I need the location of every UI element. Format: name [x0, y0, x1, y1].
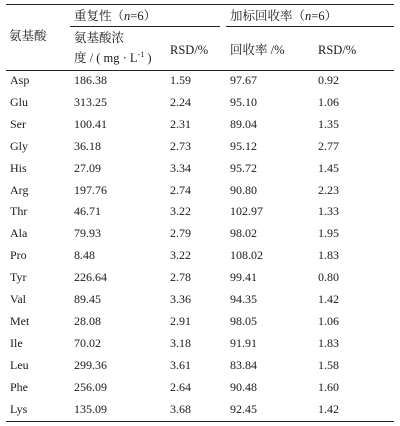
recovery-cell: 95.72	[230, 160, 257, 175]
rsd-recovery-cell: 1.42	[318, 292, 339, 306]
recovery-cell: 91.91	[230, 335, 257, 350]
recovery-cell: 94.35	[230, 292, 257, 306]
column-header-concentration-line2	[74, 49, 152, 65]
rsd-recovery-cell: 0.80	[318, 270, 339, 285]
rsd-recovery-cell: 1.35	[318, 116, 339, 131]
column-header-recovery: 回收率 /%	[230, 43, 285, 57]
concentration-cell: 313.25	[74, 94, 107, 109]
group2-prefix: 加标回收率（	[230, 9, 306, 23]
rsd-recovery-cell: 1.95	[318, 226, 339, 241]
group-header-repeatability	[74, 10, 156, 23]
recovery-cell: 83.84	[230, 357, 257, 372]
amino-acid-cell: Phe	[10, 379, 28, 394]
group1-suffix: =6）	[130, 9, 157, 23]
group2-n: n	[305, 9, 312, 23]
rsd-repeatability-cell: 3.34	[170, 160, 191, 175]
rsd-repeatability-cell: 2.78	[170, 270, 191, 285]
column-header-rsd-repeatability: RSD/%	[170, 43, 209, 57]
amino-acid-cell: Ala	[10, 226, 28, 241]
amino-acid-cell: Gly	[10, 138, 28, 153]
concentration-cell: 8.48	[74, 248, 95, 263]
group1-n: n	[124, 9, 131, 23]
concentration-cell: 197.76	[74, 182, 107, 197]
rsd-repeatability-cell: 2.91	[170, 313, 191, 328]
rsd-recovery-cell: 2.23	[318, 182, 339, 197]
concentration-cell: 100.41	[74, 116, 107, 131]
group-underline-recovery	[226, 26, 394, 27]
column-header-rsd-recovery: RSD/%	[318, 43, 357, 57]
concentration-cell: 299.36	[74, 357, 107, 372]
rsd-recovery-cell: 1.45	[318, 160, 339, 175]
concentration-cell: 226.64	[74, 270, 107, 285]
group1-prefix: 重复性（	[74, 9, 125, 23]
amino-acid-cell: Glu	[10, 94, 28, 109]
recovery-cell: 90.48	[230, 379, 257, 394]
amino-acid-cell: Val	[10, 292, 26, 306]
column-header-amino-acid: 氨基酸	[9, 29, 47, 43]
rsd-recovery-cell: 1.58	[318, 357, 339, 372]
rsd-recovery-cell: 1.33	[318, 204, 339, 219]
concentration-cell: 27.09	[74, 160, 101, 175]
top-rule	[6, 4, 394, 5]
rsd-repeatability-cell: 1.59	[170, 73, 191, 87]
amino-acid-cell: Thr	[10, 204, 28, 219]
bottom-rule	[6, 421, 394, 422]
recovery-cell: 98.02	[230, 226, 257, 241]
group-underline-repeatability	[70, 26, 220, 27]
recovery-cell: 95.10	[230, 94, 257, 109]
recovery-cell: 90.80	[230, 182, 257, 197]
rsd-repeatability-cell: 2.79	[170, 226, 191, 241]
rsd-repeatability-cell: 3.22	[170, 248, 191, 263]
rsd-repeatability-cell: 2.24	[170, 94, 191, 109]
amino-acid-cell: Ser	[10, 116, 26, 131]
rsd-recovery-cell: 1.42	[318, 401, 339, 416]
rsd-recovery-cell: 1.83	[318, 248, 339, 263]
concentration-cell: 46.71	[74, 204, 101, 219]
rsd-repeatability-cell: 2.31	[170, 116, 191, 131]
rsd-repeatability-cell: 3.68	[170, 401, 191, 416]
recovery-cell: 92.45	[230, 401, 257, 416]
header-bottom-rule	[6, 70, 394, 71]
rsd-repeatability-cell: 2.64	[170, 379, 191, 394]
rsd-repeatability-cell: 2.73	[170, 138, 191, 153]
amino-acid-cell: Asp	[10, 73, 30, 87]
concentration-cell: 135.09	[74, 401, 107, 416]
group2-suffix: =6）	[311, 9, 338, 23]
recovery-cell: 99.41	[230, 270, 257, 285]
rsd-recovery-cell: 1.83	[318, 335, 339, 350]
rsd-repeatability-cell: 3.36	[170, 292, 191, 306]
amino-acid-cell: Met	[10, 313, 30, 328]
conc-unit-sup: -1	[137, 49, 145, 59]
rsd-repeatability-cell: 2.74	[170, 182, 191, 197]
recovery-cell: 89.04	[230, 116, 257, 131]
concentration-cell: 79.93	[74, 226, 101, 241]
concentration-cell: 256.09	[74, 379, 107, 394]
amino-acid-cell: Pro	[10, 248, 27, 263]
conc-unit-prefix: 度 / ( mg · L	[74, 51, 138, 65]
amino-acid-cell: Lys	[10, 401, 28, 416]
recovery-cell: 98.05	[230, 313, 257, 328]
rsd-recovery-cell: 2.77	[318, 138, 339, 153]
rsd-recovery-cell: 0.92	[318, 73, 339, 87]
recovery-cell: 108.02	[230, 248, 263, 263]
group-header-recovery	[230, 10, 337, 23]
recovery-cell: 95.12	[230, 138, 257, 153]
rsd-repeatability-cell: 3.18	[170, 335, 191, 350]
concentration-cell: 186.38	[74, 73, 107, 87]
concentration-cell: 36.18	[74, 138, 101, 153]
amino-acid-cell: His	[10, 160, 27, 175]
amino-acid-cell: Arg	[10, 182, 29, 197]
recovery-cell: 102.97	[230, 204, 263, 219]
rsd-recovery-cell: 1.06	[318, 94, 339, 109]
amino-acid-cell: Leu	[10, 357, 29, 372]
conc-unit-suffix: )	[144, 51, 152, 65]
concentration-cell: 28.08	[74, 313, 101, 328]
rsd-repeatability-cell: 3.61	[170, 357, 191, 372]
rsd-recovery-cell: 1.60	[318, 379, 339, 394]
column-header-concentration-line1: 氨基酸浓	[74, 31, 125, 45]
amino-acid-cell: Tyr	[10, 270, 27, 285]
recovery-cell: 97.67	[230, 73, 257, 87]
rsd-recovery-cell: 1.06	[318, 313, 339, 328]
concentration-cell: 89.45	[74, 292, 101, 306]
rsd-repeatability-cell: 3.22	[170, 204, 191, 219]
concentration-cell: 70.02	[74, 335, 101, 350]
amino-acid-cell: Ile	[10, 335, 23, 350]
